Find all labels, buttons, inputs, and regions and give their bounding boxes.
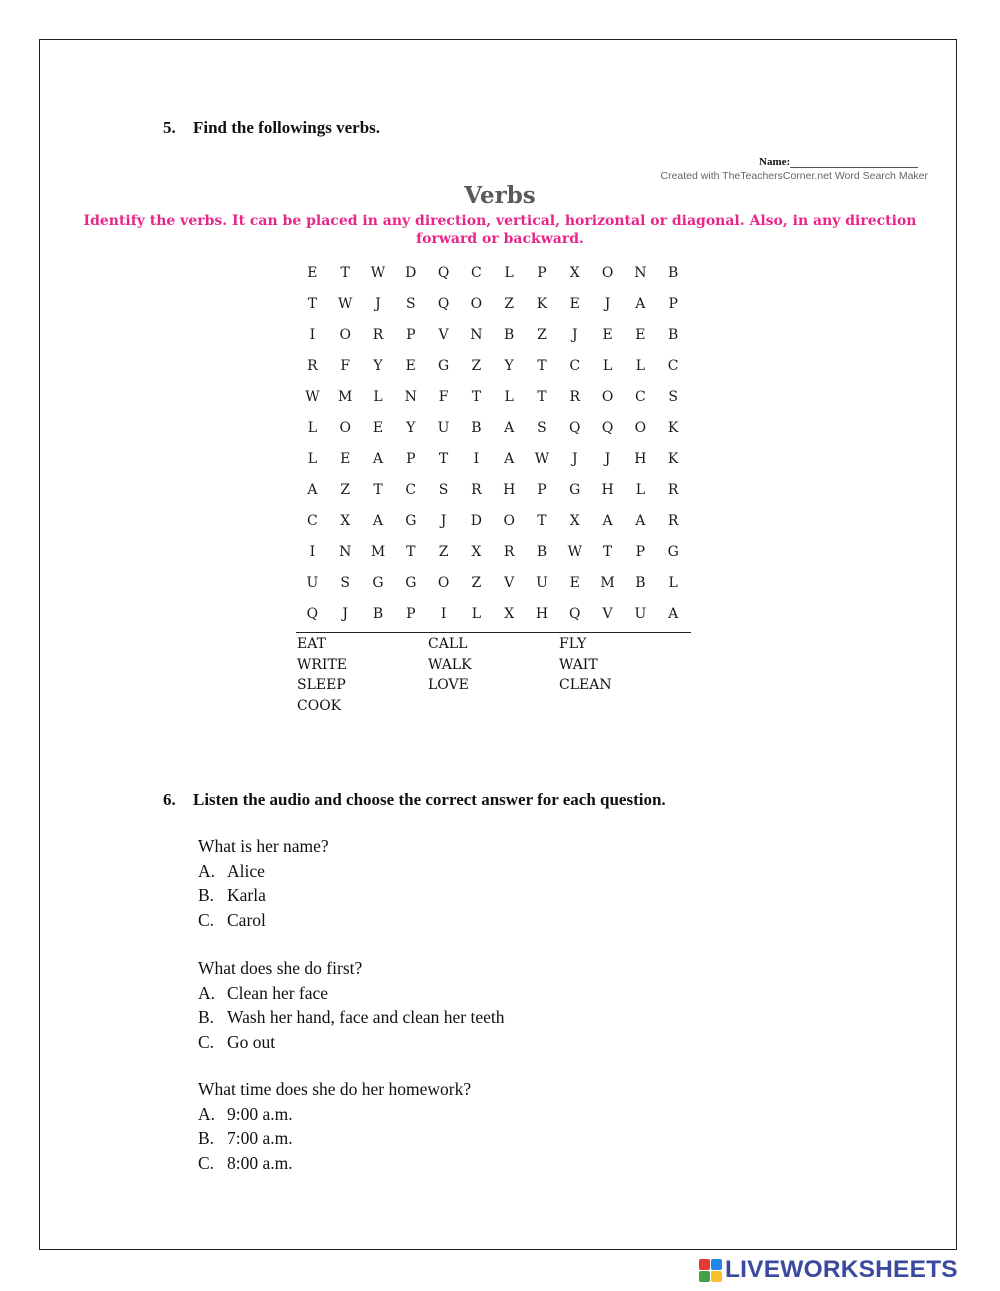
grid-letter[interactable]: U [306, 575, 319, 591]
grid-letter[interactable]: O [634, 420, 647, 436]
grid-letter[interactable]: U [634, 606, 647, 622]
answer-option[interactable] [198, 1030, 504, 1055]
grid-letter[interactable]: X [340, 513, 351, 529]
option-letter: B. [198, 1007, 215, 1027]
grid-letter[interactable]: B [471, 420, 482, 436]
option-text: Karla [227, 885, 266, 905]
word-list-item: EAT [297, 636, 326, 652]
grid-letter[interactable]: M [370, 544, 386, 560]
grid-letter[interactable]: T [340, 265, 350, 281]
question-block [198, 834, 329, 932]
grid-letter[interactable]: L [602, 358, 613, 374]
grid-letter[interactable]: Y [373, 358, 383, 374]
option-letter: B. [198, 885, 215, 905]
word-list-item: COOK [297, 697, 342, 714]
grid-letter[interactable]: Q [306, 606, 319, 622]
grid-letter[interactable]: B [668, 265, 679, 281]
grid-letter[interactable]: D [405, 265, 417, 281]
option-text: Go out [227, 1031, 276, 1052]
grid-letter[interactable]: X [569, 265, 580, 281]
word-list-item: CALL [428, 636, 468, 652]
question-6-text: Listen the audio and choose the correct answer for each question. [193, 790, 666, 809]
grid-letter[interactable]: J [375, 296, 381, 312]
question-block [198, 956, 504, 1054]
grid-letter[interactable]: J [604, 451, 611, 467]
grid-letter[interactable]: Y [504, 358, 514, 374]
brand-name: LIVEWORKSHEETS [725, 1256, 958, 1283]
grid-letter[interactable]: W [534, 451, 550, 467]
question-5-text: Find the followings verbs. [193, 118, 381, 137]
option-text: Clean her face [227, 982, 329, 1003]
grid-letter[interactable]: A [635, 296, 646, 312]
grid-letter[interactable]: Z [471, 358, 482, 374]
grid-letter[interactable]: N [404, 389, 417, 405]
grid-letter[interactable]: E [602, 327, 613, 343]
grid-letter[interactable]: L [504, 389, 514, 405]
grid-letter[interactable]: S [537, 420, 547, 436]
grid-letter[interactable]: L [307, 451, 318, 467]
grid-letter[interactable]: Q [437, 296, 450, 312]
grid-letter[interactable]: T [373, 482, 383, 498]
grid-letter[interactable]: A [372, 451, 384, 467]
word-list-item: FLY [559, 636, 587, 652]
grid-letter[interactable]: I [309, 544, 316, 560]
grid-letter[interactable]: S [340, 575, 350, 591]
grid-letter[interactable]: E [340, 451, 351, 467]
grid-letter[interactable]: E [405, 358, 416, 374]
answer-option[interactable] [198, 908, 329, 933]
grid-letter[interactable]: M [338, 389, 353, 405]
grid-letter[interactable]: L [373, 389, 383, 405]
grid-letter[interactable]: E [569, 575, 580, 591]
answer-option[interactable] [198, 1151, 471, 1176]
word-search-title: Verbs [464, 182, 536, 209]
liveworksheets-logo-icon [699, 1259, 722, 1282]
grid-letter[interactable]: B [372, 606, 384, 622]
grid-letter[interactable]: W [370, 265, 386, 281]
grid-letter[interactable]: Z [504, 296, 515, 312]
answer-option[interactable] [198, 981, 504, 1006]
logo-square [711, 1271, 722, 1282]
option-letter: A. [198, 1103, 216, 1124]
answer-option[interactable] [198, 1102, 471, 1127]
grid-letter[interactable]: T [537, 389, 547, 405]
grid-letter[interactable]: G [437, 358, 450, 374]
grid-letter[interactable]: H [503, 482, 516, 498]
grid-letter[interactable]: A [668, 606, 679, 622]
grid-letter[interactable]: F [340, 358, 351, 374]
grid-letter[interactable]: I [473, 451, 480, 467]
grid-letter[interactable]: Q [569, 606, 581, 622]
grid-letter[interactable]: X [569, 513, 580, 529]
grid-letter[interactable]: B [635, 575, 646, 591]
grid-letter[interactable]: B [504, 327, 515, 343]
grid-letter[interactable]: S [405, 296, 416, 312]
question-block [198, 1077, 471, 1175]
option-letter: C. [198, 1152, 215, 1173]
grid-letter[interactable]: N [470, 327, 483, 343]
grid-letter[interactable]: E [372, 420, 384, 436]
option-text: Carol [227, 909, 266, 930]
grid-letter[interactable]: G [405, 575, 417, 591]
word-list-item: SLEEP [297, 677, 346, 693]
grid-letter[interactable]: B [668, 327, 679, 343]
option-letter: A. [198, 860, 216, 881]
grid-letter[interactable]: K [536, 296, 548, 312]
grid-letter[interactable]: U [437, 420, 450, 436]
grid-letter[interactable]: Q [601, 420, 614, 436]
answer-option[interactable] [198, 859, 329, 884]
grid-letter[interactable]: A [307, 482, 318, 498]
grid-letter[interactable]: B [536, 544, 548, 560]
grid-letter[interactable]: G [372, 575, 384, 591]
question-5-number: 5. [163, 118, 176, 137]
grid-letter[interactable]: Q [569, 420, 581, 436]
logo-square [699, 1259, 710, 1270]
grid-letter[interactable]: K [667, 451, 679, 467]
logo-square [699, 1271, 710, 1282]
grid-letter[interactable]: R [569, 389, 581, 405]
grid-letter[interactable]: D [470, 513, 482, 529]
grid-letter[interactable]: P [406, 451, 416, 467]
name-line [790, 167, 918, 168]
grid-letter[interactable]: J [342, 606, 348, 622]
grid-letter[interactable]: P [668, 296, 678, 312]
option-text: 9:00 a.m. [227, 1103, 293, 1124]
answer-option[interactable] [198, 883, 329, 908]
grid-letter[interactable]: R [307, 358, 318, 374]
question-6-heading [163, 790, 666, 810]
grid-letter[interactable]: Y [406, 420, 416, 436]
grid-letter[interactable]: T [406, 544, 416, 560]
grid-letter[interactable]: V [602, 606, 613, 622]
grid-letter[interactable]: E [569, 296, 580, 312]
word-search-instructions: Identify the verbs. It can be placed in any direction, vertical, horizontal or diagonal. Also, in any direction forward or backward. [83, 213, 917, 247]
word-search-credit: Created with TheTeachersCorner.net Word Search Maker [660, 170, 928, 182]
word-list-item: WALK [428, 656, 472, 673]
grid-letter[interactable]: I [309, 327, 316, 343]
option-letter: A. [198, 982, 216, 1003]
grid-letter[interactable]: T [307, 296, 318, 312]
grid-letter[interactable]: X [504, 606, 515, 622]
grid-letter[interactable]: W [338, 296, 353, 312]
grid-letter[interactable]: O [601, 265, 614, 281]
grid-letter[interactable]: R [471, 482, 482, 498]
question-prompt: What time does she do her homework? [198, 1079, 472, 1099]
grid-letter[interactable]: K [667, 420, 679, 436]
option-letter: C. [198, 1031, 215, 1052]
grid-letter[interactable]: S [668, 389, 678, 405]
option-letter: C. [198, 909, 215, 930]
grid-letter[interactable]: C [635, 389, 646, 405]
grid-letter[interactable]: I [440, 606, 447, 622]
word-list-item: WAIT [559, 656, 598, 673]
grid-letter[interactable]: C [667, 358, 679, 374]
grid-letter[interactable]: L [504, 265, 514, 281]
grid-letter[interactable]: P [537, 265, 547, 281]
grid-letter[interactable]: P [635, 544, 646, 560]
grid-letter[interactable]: O [339, 420, 351, 436]
grid-letter[interactable]: Z [537, 327, 547, 343]
answer-option[interactable] [198, 1126, 471, 1151]
grid-letter[interactable]: E [307, 265, 318, 281]
option-letter: B. [198, 1128, 215, 1148]
grid-letter[interactable]: C [405, 482, 417, 498]
grid-letter[interactable]: P [406, 606, 416, 622]
name-label: Name: [759, 156, 791, 168]
grid-letter[interactable]: R [667, 482, 679, 498]
grid-letter[interactable]: H [601, 482, 614, 498]
grid-letter[interactable]: T [537, 513, 547, 529]
grid-letter[interactable]: G [569, 482, 581, 498]
grid-letter[interactable]: Z [340, 482, 351, 498]
grid-letter[interactable]: M [600, 575, 615, 591]
word-list-item: CLEAN [559, 677, 612, 693]
grid-letter[interactable]: L [635, 482, 646, 498]
grid-letter[interactable]: G [405, 513, 417, 529]
word-search-grid [296, 258, 690, 630]
logo-square [711, 1259, 722, 1270]
grid-letter[interactable]: S [438, 482, 449, 498]
grid-letter[interactable]: H [535, 606, 549, 622]
grid-letter[interactable]: T [471, 389, 482, 405]
grid-letter[interactable]: P [537, 482, 547, 498]
grid-letter[interactable]: J [440, 513, 447, 529]
grid-letter[interactable]: O [437, 575, 450, 591]
grid-letter[interactable]: C [471, 265, 482, 281]
grid-letter[interactable]: W [305, 389, 320, 405]
grid-letter[interactable]: H [634, 451, 647, 467]
option-text: 7:00 a.m. [227, 1128, 293, 1148]
grid-letter[interactable]: P [406, 327, 416, 343]
word-list [297, 636, 690, 718]
option-text: Alice [227, 860, 265, 881]
grid-letter[interactable]: C [569, 358, 581, 374]
answer-option[interactable] [198, 1005, 504, 1030]
grid-letter[interactable]: J [604, 296, 611, 312]
question-6-number: 6. [163, 790, 176, 809]
grid-letter[interactable]: V [504, 575, 515, 591]
grid-letter[interactable]: A [635, 513, 646, 529]
question-prompt: What does she do first? [198, 958, 363, 978]
grid-letter[interactable]: U [536, 575, 548, 591]
grid-letter[interactable]: Z [438, 544, 449, 560]
grid-letter[interactable]: A [504, 420, 515, 436]
grid-letter[interactable]: T [602, 544, 613, 560]
grid-letter[interactable]: L [668, 575, 678, 591]
grid-letter[interactable]: L [471, 606, 482, 622]
grid-letter[interactable]: E [635, 327, 646, 343]
option-text: Wash her hand, face and clean her teeth [227, 1007, 505, 1027]
word-list-item: LOVE [428, 677, 469, 693]
grid-letter[interactable]: X [471, 544, 482, 560]
grid-letter[interactable]: N [339, 544, 352, 560]
grid-letter[interactable]: W [567, 544, 582, 560]
grid-letter[interactable]: O [470, 296, 483, 312]
grid-divider [296, 632, 691, 633]
grid-letter[interactable]: A [504, 451, 515, 467]
grid-letter[interactable]: T [438, 451, 449, 467]
grid-letter[interactable]: R [503, 544, 515, 560]
grid-letter[interactable]: C [307, 513, 318, 529]
grid-letter[interactable]: J [571, 451, 578, 467]
option-text: 8:00 a.m. [227, 1152, 293, 1173]
grid-letter[interactable]: O [601, 389, 614, 405]
grid-letter[interactable]: N [634, 265, 647, 281]
grid-letter[interactable]: T [537, 358, 547, 374]
grid-letter[interactable]: R [667, 513, 679, 529]
grid-letter[interactable]: Q [437, 265, 450, 281]
question-prompt: What is her name? [198, 836, 329, 856]
grid-letter[interactable]: O [503, 513, 515, 529]
grid-letter[interactable]: G [667, 544, 679, 560]
grid-letter[interactable]: L [635, 358, 646, 374]
grid-letter[interactable]: A [602, 513, 613, 529]
grid-letter[interactable]: J [571, 327, 578, 343]
grid-letter[interactable]: O [339, 327, 351, 343]
grid-letter[interactable]: A [372, 513, 384, 529]
liveworksheets-brand [699, 1256, 958, 1284]
grid-letter[interactable]: F [438, 389, 449, 405]
grid-letter[interactable]: R [372, 327, 384, 343]
word-list-item: WRITE [297, 656, 348, 673]
grid-letter[interactable]: Z [471, 575, 482, 591]
grid-letter[interactable]: L [307, 420, 318, 436]
grid-letter[interactable]: V [438, 327, 449, 343]
name-field [759, 156, 929, 168]
question-5-heading [163, 118, 380, 138]
